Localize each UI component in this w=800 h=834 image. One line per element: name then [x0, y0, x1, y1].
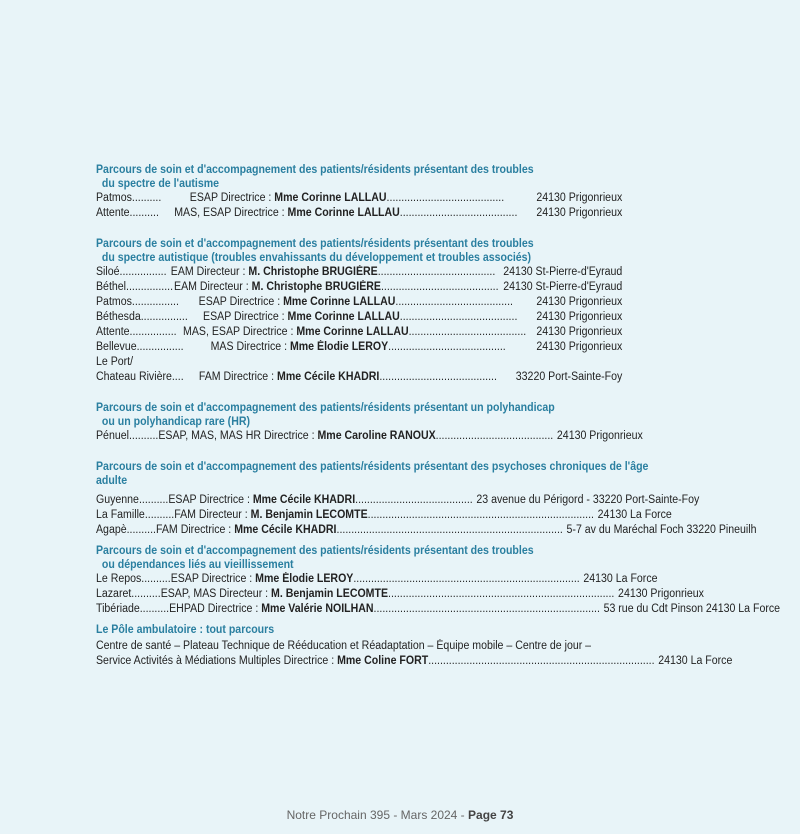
directory-row: Lazaret .......... ESAP, MAS Directeur : M. Benjamin LECOMTE ............................................................................. 24130 Prigonrieux — [96, 588, 704, 600]
heading-line-2: du spectre autistique (troubles envahissants du développement et troubles associés) — [101, 252, 532, 264]
heading-line-1: Parcours de soin et d'accompagnement des patients/résidents présentant des troubles — [96, 545, 534, 557]
directory-row: Attente ................ MAS, ESAP Directrice : Mme Corinne LALLAU ........................................ 24130 Prigonrieux — [96, 326, 623, 338]
directory-row: Pénuel .......... ESAP, MAS, MAS HR Directrice : Mme Caroline RANOUX ........................................ 24130 Prigonrieux — [96, 430, 643, 442]
directory-row: Tibériade .......... EHPAD Directrice : Mme Valérie NOILHAN ............................................................................. 53 rue du Cdt Pinson 24130 La Force — [96, 603, 781, 615]
directory-row: Chateau Rivière .... FAM Directrice : Mme Cécile KHADRI ........................................ 33220 Port-Sainte-Foy — [96, 371, 623, 383]
heading-line-1: Parcours de soin et d'accompagnement des patients/résidents présentant des troubles — [96, 238, 534, 250]
section-psychoses — [96, 460, 757, 538]
heading-line-1: Parcours de soin et d'accompagnement des patients/résidents présentant un polyhandicap — [96, 402, 555, 414]
directory-row: Guyenne .......... ESAP Directrice : Mme Cécile KHADRI ........................................ 23 avenue du Périgord - 33220 Port-Sainte-Foy — [96, 494, 700, 506]
directory-extra-line: Le Port/ — [96, 356, 134, 368]
ambulatoire-services: Centre de santé – Plateau Technique de Rééducation et Réadaptation – Équipe mobile – Centre de jour – — [96, 640, 592, 652]
directory-row: Service Activités à Médiations Multiples Directrice : Mme Coline FORT ............................................................................. 24130 La Force — [96, 655, 733, 667]
section-vieillissement — [96, 544, 781, 617]
section-heading: Le Pôle ambulatoire : tout parcours — [96, 624, 275, 636]
section-heading — [96, 544, 611, 572]
section-spectre-autistique — [96, 237, 626, 385]
directory-row: Patmos ................ ESAP Directrice : Mme Corinne LALLAU ........................................ 24130 Prigonrieux — [96, 296, 623, 308]
section-autisme — [96, 163, 626, 221]
footer-text: Notre Prochain 395 - Mars 2024 - — [286, 808, 469, 822]
directory-row: Attente .......... MAS, ESAP Directrice : Mme Corinne LALLAU ........................................ 24130 Prigonrieux — [96, 207, 623, 219]
heading-line-1: Parcours de soin et d'accompagnement des patients/résidents présentant des troubles — [96, 164, 534, 176]
directory-row: Le Repos .......... ESAP Directrice : Mme Élodie LEROY ............................................................................. 24130 La Force — [96, 573, 658, 585]
directory-row: Bellevue ................ MAS Directrice : Mme Élodie LEROY ........................................ 24130 Prigonrieux — [96, 341, 623, 353]
directory-row: Siloé ................ EAM Directeur : M. Christophe BRUGIÈRE ........................................ 24130 St-Pierre-d'Eyraud — [96, 266, 623, 278]
section-heading — [96, 460, 666, 488]
heading-line-1: Parcours de soin et d'accompagnement des patients/résidents présentant des psychoses chroniques de l'âge adulte — [96, 461, 649, 487]
directory-row: Béthesda ................ ESAP Directrice : Mme Corinne LALLAU ........................................ 24130 Prigonrieux — [96, 311, 623, 323]
page-number: Page 73 — [468, 808, 514, 822]
directory-row: Agapè .......... FAM Directrice : Mme Cécile KHADRI ............................................................................. 5-7 av du Maréchal Foch 33220 Pineuilh — [96, 524, 757, 536]
heading-line-2: ou dépendances liés au vieillissement — [101, 559, 294, 571]
section-heading — [96, 237, 611, 265]
section-heading — [96, 163, 611, 191]
section-heading — [96, 401, 611, 429]
section-polyhandicap — [96, 401, 643, 444]
section-ambulatoire — [96, 623, 733, 669]
directory-row: La Famille .......... FAM Directeur : M. Benjamin LECOMTE ............................................................................. 24130 La Force — [96, 509, 672, 521]
directory-row: Béthel ................ EAM Directeur : M. Christophe BRUGIÈRE ........................................ 24130 St-Pierre-d'Eyraud — [96, 281, 623, 293]
heading-line-2: ou un polyhandicap rare (HR) — [101, 416, 251, 428]
directory-content — [96, 163, 781, 685]
heading-line-2: du spectre de l'autisme — [101, 178, 220, 190]
page-footer — [0, 808, 800, 822]
directory-row: Patmos .......... ESAP Directrice : Mme Corinne LALLAU ........................................ 24130 Prigonrieux — [96, 192, 623, 204]
